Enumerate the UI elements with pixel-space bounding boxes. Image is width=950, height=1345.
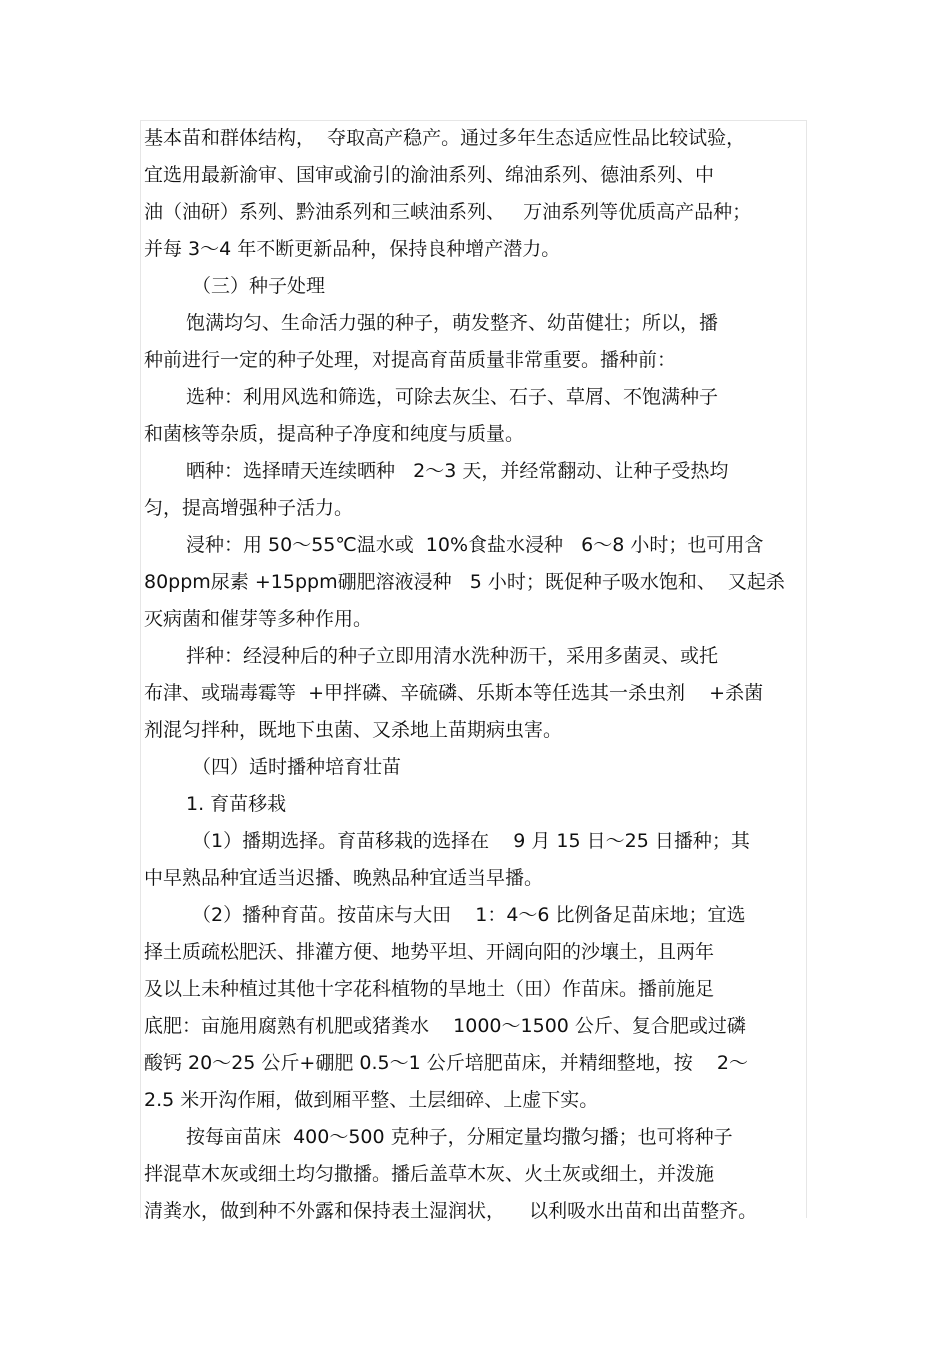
text-line: 80ppm尿素 +15ppm硼肥溶液浸种 5 小时；既促种子吸水饱和、 又起杀 (144, 571, 785, 593)
text-line: （2）播种育苗。按苗床与大田 1：4～6 比例备足苗床地；宜选 (192, 904, 746, 926)
text-line: 并每 3～4 年不断更新品种，保持良种增产潜力。 (144, 238, 561, 260)
text-line: 择土质疏松肥沃、排灌方便、地势平坦、开阔向阳的沙壤土，且两年 (144, 941, 715, 963)
text-line: 底肥：亩施用腐熟有机肥或猪粪水 1000～1500 公斤、复合肥或过磷 (144, 1015, 746, 1037)
text-line: 和菌核等杂质，提高种子净度和纯度与质量。 (144, 423, 525, 445)
text-line: 酸钙 20～25 公斤+硼肥 0.5～1 公斤培肥苗床，并精细整地，按 2～ (144, 1052, 748, 1074)
text-line: 布津、或瑞毒霉等 +甲拌磷、辛硫磷、乐斯本等任选其一杀虫剂 +杀菌 (144, 682, 764, 704)
section-heading: （三）种子处理 (192, 275, 326, 297)
text-line: 饱满均匀、生命活力强的种子，萌发整齐、幼苗健壮；所以，播 (186, 312, 719, 334)
text-line: 2.5 米开沟作厢，做到厢平整、土层细碎、上虚下实。 (144, 1089, 599, 1111)
text-line: 拌种：经浸种后的种子立即用清水洗种沥干，采用多菌灵、或托 (186, 645, 719, 667)
text-line: 拌混草木灰或细土均匀撒播。播后盖草木灰、火土灰或细土，并泼施 (144, 1163, 715, 1185)
text-line: （1）播期选择。育苗移栽的选择在 9 月 15 日～25 日播种；其 (192, 830, 750, 852)
text-line: 浸种：用 50～55℃温水或 10%食盐水浸种 6～8 小时；也可用含 (186, 534, 764, 556)
text-line: 选种：利用风选和筛选，可除去灰尘、石子、草屑、不饱满种子 (186, 386, 719, 408)
subsection-heading: 1. 育苗移栽 (186, 793, 287, 815)
section-heading: （四）适时播种培育壮苗 (192, 756, 402, 778)
text-line: 剂混匀拌种，既地下虫菌、又杀地上苗期病虫害。 (144, 719, 563, 741)
document-body (144, 120, 809, 1230)
text-line: 按每亩苗床 400～500 克种子，分厢定量均撒匀播；也可将种子 (186, 1126, 733, 1148)
text-line: 晒种：选择晴天连续晒种 2～3 天，并经常翻动、让种子受热均 (186, 460, 729, 482)
text-line: 中早熟品种宜适当迟播、晚熟品种宜适当早播。 (144, 867, 544, 889)
text-line: 油（油研）系列、黔油系列和三峡油系列、 万油系列等优质高产品种； (144, 201, 752, 223)
text-line: 宜选用最新渝审、国审或渝引的渝油系列、绵油系列、德油系列、中 (144, 164, 715, 186)
text-line: 及以上未种植过其他十字花科植物的旱地土（田）作苗床。播前施足 (144, 978, 715, 1000)
text-line: 匀，提高增强种子活力。 (144, 497, 354, 519)
text-line: 灭病菌和催芽等多种作用。 (144, 608, 373, 630)
text-line: 清粪水，做到种不外露和保持表土湿润状， 以利吸水出苗和出苗整齐。 (144, 1200, 758, 1222)
text-line: 基本苗和群体结构， 夺取高产稳产。通过多年生态适应性品比较试验， (144, 127, 746, 149)
text-line: 种前进行一定的种子处理，对提高育苗质量非常重要。播种前： (144, 349, 677, 371)
